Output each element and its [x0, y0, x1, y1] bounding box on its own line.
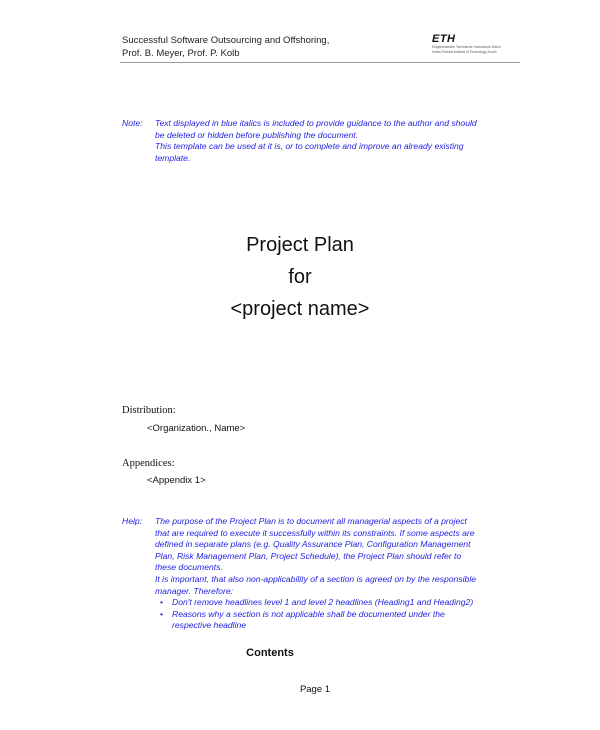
title-line: for	[288, 266, 312, 288]
help-line: Plan, Risk Management Plan, Project Schedule), the Project Plan should refer to	[155, 550, 462, 561]
note-line: Text displayed in blue italics is included to provide guidance to the author and should	[155, 118, 477, 128]
help-body	[155, 516, 495, 632]
eth-logo	[432, 33, 501, 55]
list-item	[155, 609, 495, 632]
contents-heading: Contents	[246, 647, 294, 659]
header-line: Successful Software Outsourcing and Offshoring,	[122, 35, 330, 46]
distribution-label: Distribution:	[122, 405, 176, 416]
distribution-value: <Organization., Name>	[147, 423, 246, 434]
help-line: defined in separate plans (e.g. Quality Assurance Plan, Configuration Management	[155, 539, 471, 550]
help-line: The purpose of the Project Plan is to document all managerial aspects of a project	[155, 516, 467, 526]
note-line: be deleted or hidden before publishing the document.	[155, 129, 359, 140]
help-line: these documents.	[155, 562, 223, 573]
logo-line: Swiss Federal Institute of Technology Zurich	[432, 50, 497, 54]
appendices-value: <Appendix 1>	[147, 475, 206, 486]
document-title	[0, 229, 600, 325]
help-bullet-list	[155, 597, 495, 632]
help-line: manager. Therefore:	[155, 585, 234, 596]
note-line: template.	[155, 152, 191, 163]
note-body	[155, 118, 490, 164]
help-line: that are required to execute it successfully within its constraints. If some aspects are	[155, 527, 475, 538]
header-line: Prof. B. Meyer, Prof. P. Kolb	[122, 48, 240, 59]
appendices-label: Appendices:	[122, 458, 175, 469]
note-label: Note:	[122, 118, 143, 128]
note-line: This template can be used at it is, or to complete and improve an already existing	[155, 141, 464, 152]
bullet-icon: •	[160, 608, 164, 619]
logo-line: Eidgenössische Technische Hochschule Zürich	[432, 45, 501, 49]
bullet-line: respective headline	[172, 620, 247, 631]
header-course-info	[122, 34, 329, 60]
title-line: Project Plan	[246, 234, 354, 256]
title-line: <project name>	[230, 298, 370, 320]
page-number: Page 1	[299, 684, 331, 695]
list-item	[155, 597, 495, 609]
bullet-line: Don't remove headlines level 1 and level 2 headlines (Heading1 and Heading2)	[172, 597, 474, 608]
help-label: Help:	[122, 516, 143, 526]
header-divider	[120, 62, 520, 63]
bullet-line: Reasons why a section is not applicable shall be documented under the	[172, 608, 445, 619]
logo-mark: ETH	[432, 33, 456, 45]
help-line: It is important, that also non-applicability of a section is agreed on by the responsible	[155, 573, 477, 584]
bullet-icon: •	[160, 597, 164, 608]
